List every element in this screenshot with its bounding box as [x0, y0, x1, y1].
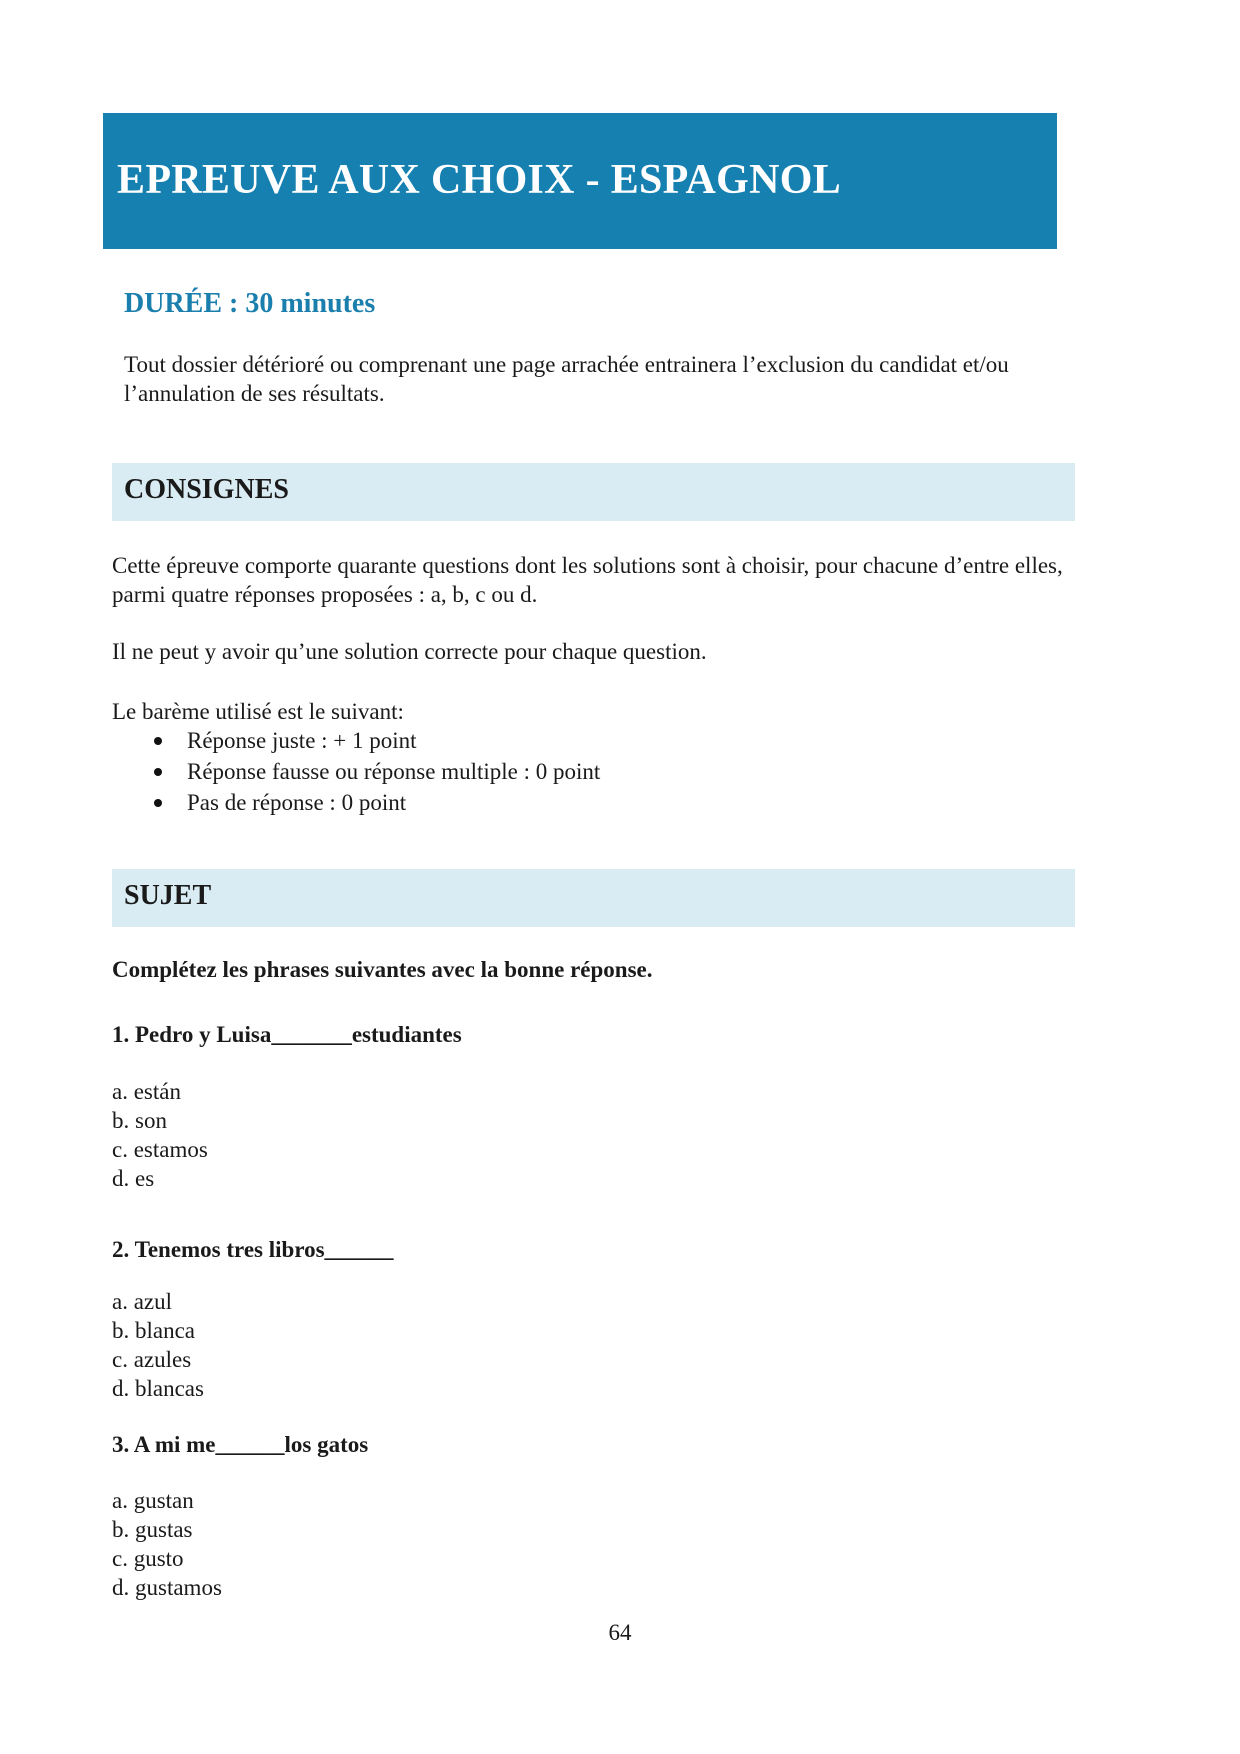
bullet-icon	[154, 768, 162, 776]
consignes-paragraph-1: Cette épreuve comporte quarante questions dont les solutions sont à choisir, pour chacune d’entre elles, parmi quatre réponses proposées : a, b, c ou d.	[112, 553, 1063, 607]
sujet-section-bar	[112, 869, 1075, 927]
answer-option: d. es	[112, 1166, 155, 1191]
answer-option: b. gustas	[112, 1517, 193, 1542]
consignes-paragraph-3: Le barème utilisé est le suivant:	[112, 699, 404, 724]
duration-heading: DURÉE : 30 minutes	[124, 288, 376, 319]
question-1: 1. Pedro y Luisa_______estudiantes	[112, 1022, 462, 1047]
notice-paragraph: Tout dossier détérioré ou comprenant une page arrachée entrainera l’exclusion du candidat et/ou l’annulation de ses résultats.	[124, 352, 1009, 406]
answer-list-1	[112, 1077, 208, 1193]
scoring-item: Réponse fausse ou réponse multiple : 0 point	[152, 756, 600, 787]
scoring-item: Réponse juste : + 1 point	[152, 725, 600, 756]
answer-option: b. blanca	[112, 1318, 196, 1343]
answer-option: c. azules	[112, 1347, 192, 1372]
scoring-list	[152, 725, 600, 818]
answer-option: d. blancas	[112, 1376, 204, 1401]
answer-option: a. gustan	[112, 1488, 194, 1513]
scoring-item: Pas de réponse : 0 point	[152, 787, 600, 818]
answer-option: a. azul	[112, 1289, 173, 1314]
page-number: 64	[608, 1620, 632, 1645]
answer-option: c. gusto	[112, 1546, 184, 1571]
answer-option: c. estamos	[112, 1137, 208, 1162]
sujet-heading: SUJET	[124, 880, 212, 911]
answer-list-2	[112, 1287, 204, 1403]
instruction-text: Complétez les phrases suivantes avec la bonne réponse.	[112, 957, 653, 982]
bullet-icon	[154, 737, 162, 745]
answer-option: b. son	[112, 1108, 167, 1133]
consignes-paragraph-2: Il ne peut y avoir qu’une solution correcte pour chaque question.	[112, 639, 707, 664]
answer-list-3	[112, 1486, 222, 1602]
answer-option: d. gustamos	[112, 1575, 222, 1600]
answer-option: a. están	[112, 1079, 181, 1104]
page-title: EPREUVE AUX CHOIX - ESPAGNOL	[117, 157, 842, 203]
bullet-icon	[154, 799, 162, 807]
question-3: 3. A mi me______los gatos	[112, 1432, 369, 1457]
consignes-heading: CONSIGNES	[124, 474, 289, 505]
question-2: 2. Tenemos tres libros______	[112, 1237, 394, 1262]
